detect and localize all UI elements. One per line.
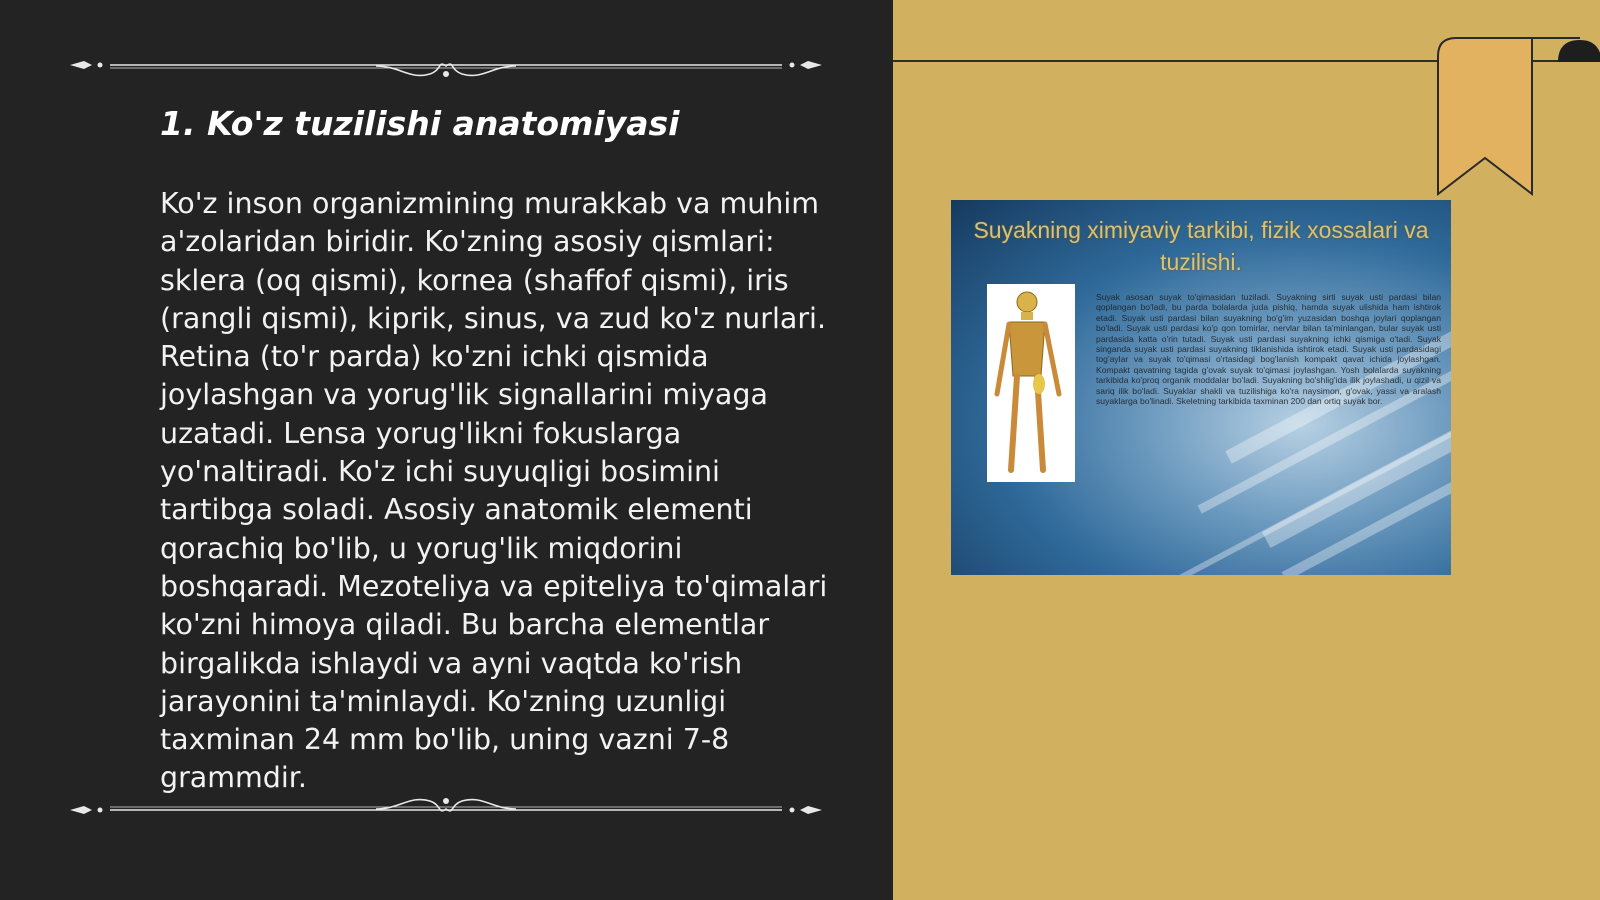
skeleton-illustration: [987, 284, 1075, 482]
top-ornament-divider: [70, 50, 822, 80]
bottom-ornament-divider: [70, 795, 822, 825]
slide-title: 1. Ko'z tuzilishi anatomiyasi: [160, 104, 680, 143]
bookmark-ribbon-icon: [1430, 36, 1600, 196]
image-slide-title: Suyakning ximiyaviy tarkibi, fizik xossalari va tuzilishi.: [973, 217, 1429, 275]
skeleton-icon: [987, 284, 1075, 482]
slide-body-text: Ko'z inson organizmining murakkab va muhim a'zolaridan biridir. Ko'zning asosiy qismlari: sklera (oq qismi), kornea (shaffof qismi), iris (rangli qismi), kiprik, sinus, va zud ko'z nurlari. Retina (to'r parda) ko'zni ichki qismida joylashgan va yorug'lik signallarini miyaga uzatadi. Lensa yorug'likni fokuslarga yo'naltiradi. Ko'z ichi suyuqligi bosimini tartibga soladi. Asosiy anatomik elementi qorachiq bo'lib, u yorug'lik miqdorini boshqaradi. Mezoteliya va epiteliya to'qimalari ko'zni himoya qiladi. Bu barcha elementlar birgalikda ishlaydi va ayni vaqtda ko'rish jarayonini ta'minlaydi. Ko'zning uzunligi taxminan 24 mm bo'lib, uning vazni 7-8 grammdir.: [160, 187, 828, 795]
slide-image: [951, 200, 1451, 575]
image-slide-body-text: Suyak asosan suyak to'qimasidan tuziladi. Suyakning sirti suyak usti pardasi bilan qoplangan bo'ladi, bu parda bolalarda juda pishiq, hamda suyak ulishida ham ishtirok etadi. Suyak usti pardasi bilan suyakning bo'g'im yuzasidan boshqa joylari qoplangan bo'ladi. Suyak usti pardasi ko'p qon tomirlar, nervlar bilan ta'minlangan, bular suyak usti pardasida katta o'rin tutadi. Suyak usti pardasi suyakning ichki qismiga o'tadi. Suyak singanda suyak usti pardasi suyakning tiklanishida ishtirok etadi. Suyak usti pardasidagi tog'aylar va suyak to'qimasi o'rtasidagi bog'lanish kompakt qavat ichida joylashgan. Kompakt qavatning tagida g'ovak suyak to'qimasi joylashgan. Yosh bolalarda suyakning tarkibida ko'proq organik moddalar bo'ladi. Suyakning bo'shlig'ida ilik joylashadi, u qizil va sariq ilik bo'ladi. Suyaklar shakli va tuzilishiga ko'ra naysimon, g'ovak, yassi va aralash suyaklarga bo'linadi. Skeletning tarkibida taxminan 200 dan ortiq suyak bor.: [1096, 292, 1441, 407]
